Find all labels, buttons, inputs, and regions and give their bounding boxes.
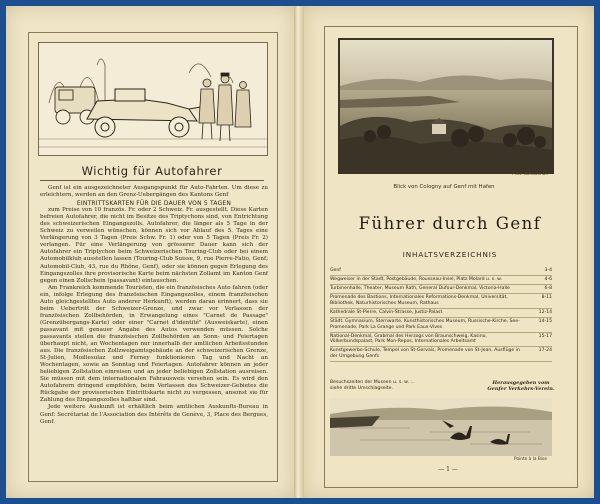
toc-pages: 4-6 <box>544 277 552 283</box>
toc-row <box>330 318 552 333</box>
toc-heading: INHALTSVERZEICHNIS <box>402 250 498 259</box>
guide-title: Führer durch Genf <box>358 214 542 233</box>
harbor-photo-svg <box>340 40 552 172</box>
toc-row <box>330 276 552 285</box>
eintrittskarten-heading: EINTRITTSKARTEN FÜR DIE DAUER VON 5 TAGEN <box>76 200 232 208</box>
geneva-harbor-photo <box>338 38 554 174</box>
toc-row <box>330 267 552 276</box>
lake-caption: Pointe à la Bise <box>514 457 547 462</box>
toc-title: Genf <box>330 268 341 273</box>
toc-title: Promenade des Bastions, Internationales Reformations-Denkmal, Universität, Bibliothek, Naturhistorisches Museum, Rathaus <box>330 295 508 306</box>
toc-title: Städt. Gymnasium, Sternwarte, Kunsthistorisches Museum, Russische-Kirche, See-Promenade, Park La Grange und Park Eaux-Vives <box>330 319 520 330</box>
book-spine <box>294 6 304 498</box>
toc-row <box>330 285 552 294</box>
museum-hours-note: Besuchszeiten der Museen u. s. w. ... siehe dritte Umschlagseite. <box>330 380 415 391</box>
table-of-contents <box>330 267 552 362</box>
toc-title: Turbinenhalle, Theater, Museum Rath, General Dufour-Denkmal, Victoria-Halle <box>330 286 510 292</box>
toc-pages: 15-17 <box>538 333 552 339</box>
toc-title: National-Denkmal, Grabmal des Herzogs von Braunschweig, Kasino, Völkerbundspalast, Park Mon-Repos, Internationales Arbeitsamt <box>330 333 487 345</box>
toc-row <box>330 309 552 318</box>
paragraph-3: Jede weitere Auskunft ist erhältlich beim amtlichen Auskunfts-Bureau in Genf: Secrétariat de l'Association des Intérêts de Genève, 3, Place des Bergues, Genf. <box>40 404 268 425</box>
toc-row <box>330 294 552 309</box>
toc-row <box>330 333 552 348</box>
photo-credit: Phot. Boissonnas <box>512 171 548 176</box>
toc-pages: 14-15 <box>538 319 552 325</box>
paragraph-1: zum Preise von 10 französ. Fr. oder 2 Schweiz. Fr. ausgestellt. Diese Karten befreien Autofahrer, die nicht im Besitze des Triptychons sind, von Entrichtung des schweizerischen Eingangszolls. Autofahrer, die länger als 5 Tage in der Schweiz zu verweilen wünschen, können sich vor Ablauf des 5. Tages eine Verlängerung von 3 Tagen (Preis Schw. Fr. 1) oder von 5 Tagen (Preis Fr. 2) verlangen. Für eine Verlängerung von grösserer Dauer kann sich der Autofahrer ein Triptychon beim Schweizerischen Touring-Club oder bei einem Automobilklub ausstellen lassen (Touring-Club Suisse, 9, rue Pierre-Fatio, Genf; Automobil-Club, 43, rue du Rhône, Genf), oder sie können gegen Erlegung des Eingangszolles ihre provisorische Karte beim nächsten Zollamt im Kanton Genf gegen einen Zollschein (passavant) eintauschen. <box>40 207 268 284</box>
photo-caption: Blick von Cologny auf Genf mit Hafen <box>393 184 495 190</box>
vintage-car-illustration <box>38 42 268 156</box>
paragraph-2: Am Frankreich kommende Touristen, die ein französisches Auto fahren (oder ein, infolge Erlegung des französischen Eingangszolles, einem französischen Auto gleichgestelltes Auto anderer Herkunft), werden daran erinnert, dass sie beim Uebertritt der Schweizer-Grenze, und zwar vor Verlassen der französischen Zollbehörden, in Erwangelung eines "Carnet de Passage" (Grenzübergangs-Karte) oder einer "Carnet d'identité" (Ausweiskarte), einen passavant mit genauer Angabe des Autos verwenden müssen. Solche passavants stellen die französischen Zollbehörden an Sonn- und Feiertagen überhaupt nicht, an Wochentagen nur innerhalb der amtlichen Arbeitsstunden aus. Die französischen Zollzweigamtsgebäude an der schweizerischen Grenze, St-Julien, Moillesulaz und Ferney funktionieren Tag und Nacht an Wochentagen, sowie an Sonntag und Feiertagen. Autofahrer können an jeder beliebigen Zollstation einreisen und an jeder beliebigen Zollstation ausreisen. Sie müssen mit dem internationalen Fahrausweis versehen sein. Es wird den Autofahrern dringend empfohlen, beim Verlassen des Schweizer-Gebietes die Rückgabe der provisorischen Eintrittskarte nicht zu vergessen, ansonst sie für Zahlung des Eingangszolles haftbar sind. <box>40 284 268 404</box>
toc-pages: 17-24 <box>538 348 552 354</box>
autofahrer-heading: Wichtig für Autofahrer <box>40 164 264 181</box>
lake-swans-illustration <box>330 398 552 456</box>
toc-title: Kunstgewerbe-Schule, Tempel von St-Gervais, Promenade von St-Jean, Ausflüge in der Umgebung Genfs <box>330 348 520 360</box>
toc-title: Kathedrale St-Pierre, Calvin-Strasse, Justiz-Palast <box>330 309 443 315</box>
toc-pages: 3-4 <box>544 268 552 273</box>
intro-paragraph: Genf ist ein ausgezeichneter Ausgangspunkt für Auto-Fahrten. Um diese zu erleichtern, werden an den Grenz-Uebergängen des Kantons Genf <box>40 185 268 199</box>
publisher-note: Herausgegeben vom Genfer Verkehrs-Verein. <box>487 380 555 392</box>
car-sketch-svg <box>39 43 267 155</box>
page-number: — 1 — <box>438 466 458 473</box>
toc-pages: 12-14 <box>538 309 552 315</box>
toc-pages: 6-8 <box>544 286 552 292</box>
toc-pages: 8-11 <box>541 295 552 301</box>
lake-sketch-svg <box>330 398 552 456</box>
toc-row <box>330 347 552 362</box>
toc-title: Wegweiser in der Stadt, Postgebäude, Rousseau-Insel, Platz Molard u. s. w. <box>330 277 502 283</box>
autofahrer-text <box>40 185 268 426</box>
